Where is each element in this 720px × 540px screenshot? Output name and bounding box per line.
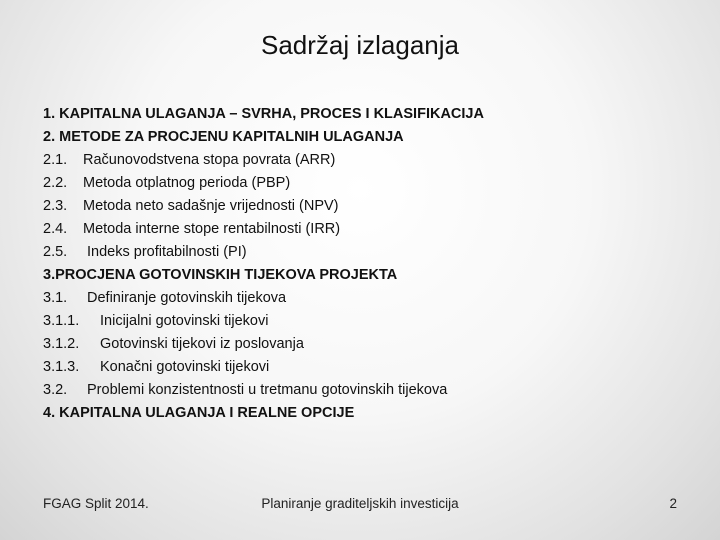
outline-item — [43, 241, 703, 264]
outline-item — [43, 195, 703, 218]
outline-item — [43, 103, 703, 126]
outline-item-text: Metoda interne stope rentabilnosti (IRR) — [83, 221, 341, 237]
outline-item — [43, 149, 703, 172]
outline-item-number: 3.2. — [43, 382, 68, 398]
outline-item-text: Konačni gotovinski tijekovi — [100, 359, 270, 375]
outline-item-number: 2.3. — [43, 198, 68, 214]
outline-list — [43, 103, 703, 425]
outline-item-text: Problemi konzistentnosti u tretmanu gotovinskih tijekova — [87, 382, 448, 398]
outline-item — [43, 333, 703, 356]
outline-item-text: Metoda otplatnog perioda (PBP) — [83, 175, 291, 191]
outline-item-number: 3.1. — [43, 290, 68, 306]
outline-item-text: Gotovinski tijekovi iz poslovanja — [100, 336, 304, 352]
outline-item — [43, 126, 703, 149]
outline-item — [43, 218, 703, 241]
outline-item-text: Definiranje gotovinskih tijekova — [87, 290, 287, 306]
outline-item-text: 3.PROCJENA GOTOVINSKIH TIJEKOVA PROJEKTA — [43, 267, 398, 283]
footer-left-text: FGAG Split 2014. — [43, 496, 149, 511]
slide-title: Sadržaj izlaganja — [260, 30, 459, 60]
outline-item-number: 2.1. — [43, 152, 68, 168]
outline-item-number: 2.4. — [43, 221, 68, 237]
page-number: 2 — [669, 496, 677, 511]
outline-item-text: 1. KAPITALNA ULAGANJA – SVRHA, PROCES I KLASIFIKACIJA — [43, 106, 484, 122]
outline-item — [43, 402, 703, 425]
outline-item-number: 3.1.2. — [43, 336, 80, 352]
outline-item-text: 4. KAPITALNA ULAGANJA I REALNE OPCIJE — [43, 405, 355, 421]
outline-item-number: 3.1.1. — [43, 313, 80, 329]
outline-item-text: Inicijalni gotovinski tijekovi — [100, 313, 269, 329]
outline-item-number: 2.2. — [43, 175, 68, 191]
outline-item-text: Metoda neto sadašnje vrijednosti (NPV) — [83, 198, 339, 214]
outline-item-text: 2. METODE ZA PROCJENU KAPITALNIH ULAGANJA — [43, 129, 404, 145]
outline-item — [43, 379, 703, 402]
outline-item-text: Računovodstvena stopa povrata (ARR) — [83, 152, 336, 168]
footer-center-text: Planiranje graditeljskih investicija — [261, 496, 459, 511]
outline-item — [43, 264, 703, 287]
outline-item-text: Indeks profitabilnosti (PI) — [87, 244, 247, 260]
outline-item — [43, 356, 703, 379]
outline-item-number: 3.1.3. — [43, 359, 80, 375]
outline-item — [43, 310, 703, 333]
outline-item-number: 2.5. — [43, 244, 68, 260]
outline-item — [43, 172, 703, 195]
outline-item — [43, 287, 703, 310]
